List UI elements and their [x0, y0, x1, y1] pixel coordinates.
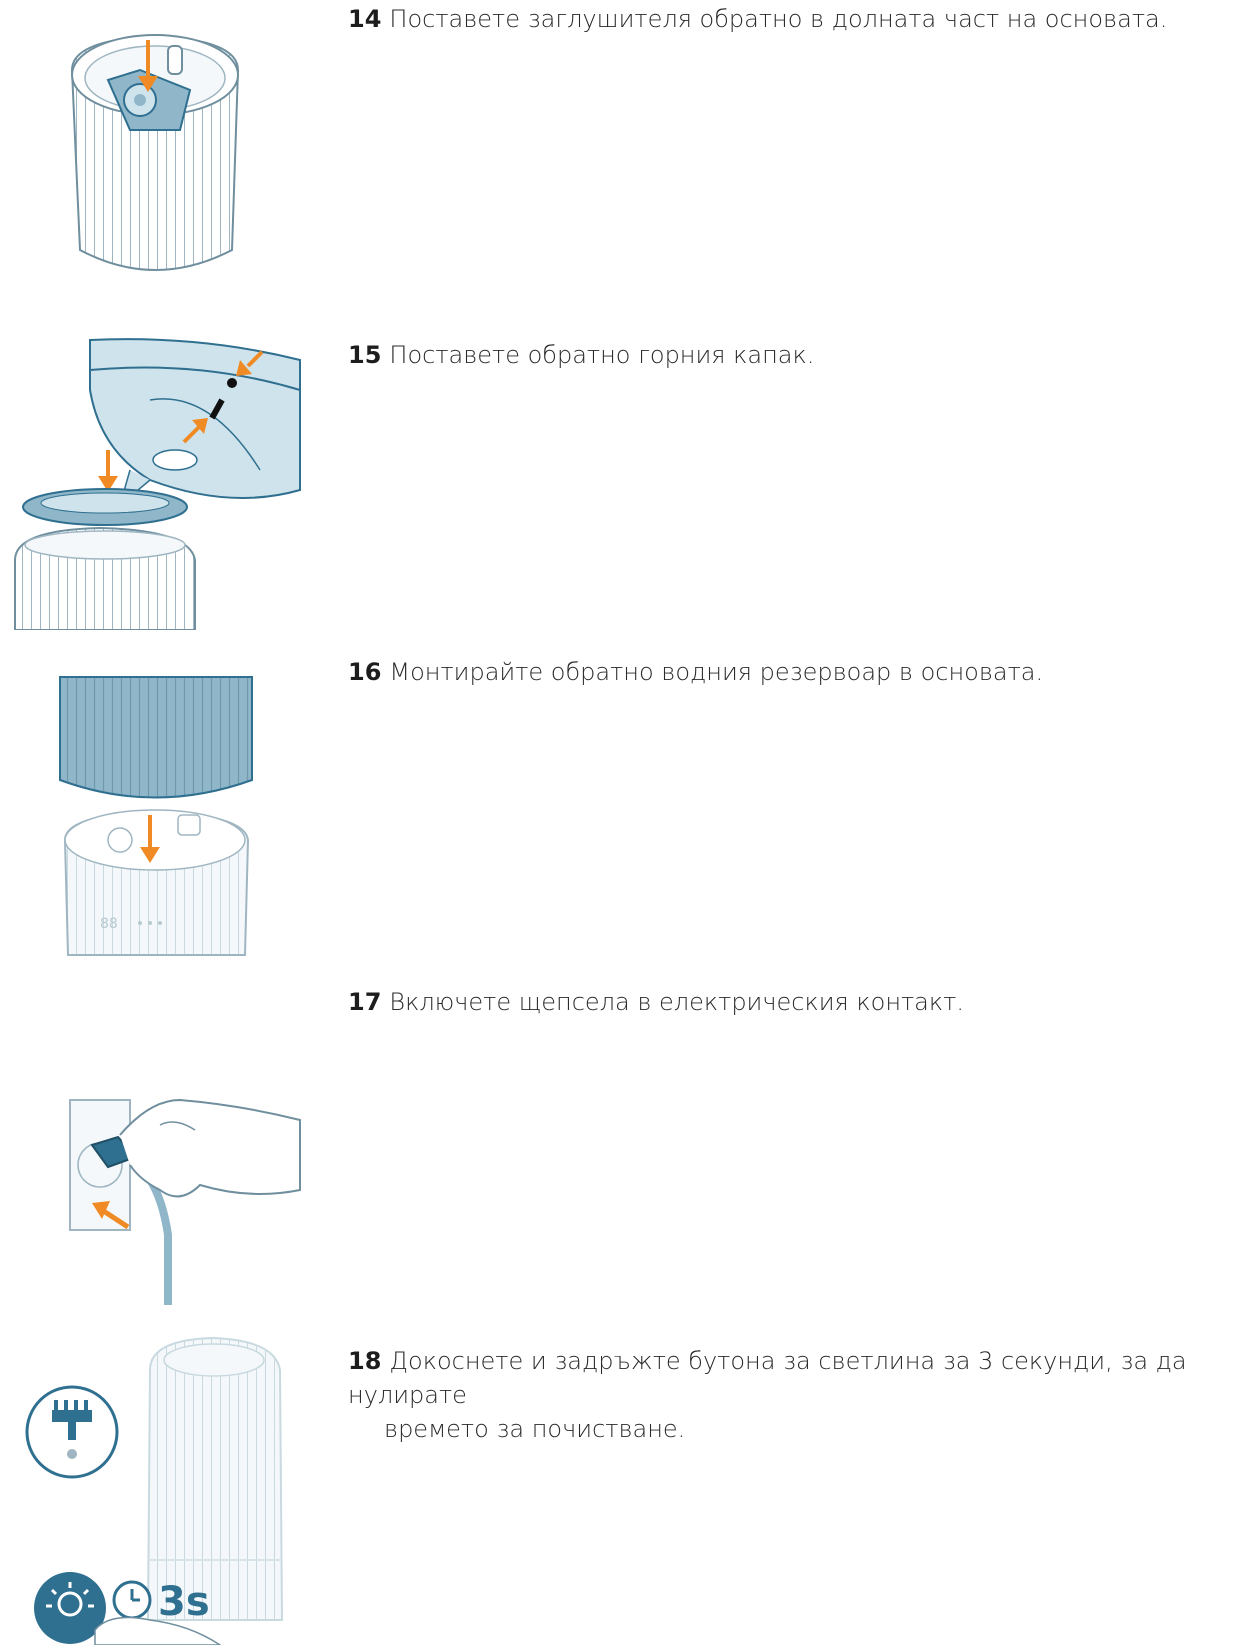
- step-16-text: [348, 655, 1248, 689]
- step-17-text: [348, 985, 1248, 1019]
- step-description: Монтирайте обратно водния резервоар в основата.: [389, 658, 1044, 686]
- step-number: 16: [348, 658, 382, 686]
- step-15-text: [348, 338, 1248, 372]
- step-14-text: [348, 2, 1248, 36]
- step-description: Поставете обратно горния капак.: [389, 341, 815, 369]
- step-16: [0, 658, 1260, 965]
- step-description: Докоснете и задръжте бутона за светлина за 3 секунди, за да нулирате: [348, 1347, 1187, 1409]
- step-18-text: [348, 1344, 1248, 1446]
- step-number: 15: [348, 341, 382, 369]
- step-description-continued: времето за почистване.: [384, 1415, 686, 1443]
- step-15: [0, 330, 1260, 630]
- illustration-reset-cleaning: [0, 1330, 300, 1645]
- step-14: [0, 0, 1260, 300]
- timer-label: 3s: [158, 1579, 210, 1625]
- step-number: 14: [348, 5, 382, 33]
- illustration-top-cover: [0, 330, 310, 630]
- step-18: [0, 1330, 1260, 1645]
- step-description: Поставете заглушителя обратно в долната част на основата.: [389, 5, 1168, 33]
- illustration-mist-cap-insert: [0, 0, 300, 295]
- step-number: 18: [348, 1347, 382, 1375]
- step-number: 17: [348, 988, 382, 1016]
- illustration-water-tank: [0, 665, 300, 965]
- step-description: Включете щепсела в електрическия контакт.: [389, 988, 964, 1016]
- step-17: [0, 988, 1260, 1305]
- illustration-plug-in: [0, 1005, 310, 1305]
- svg-text:88: 88: [100, 916, 118, 932]
